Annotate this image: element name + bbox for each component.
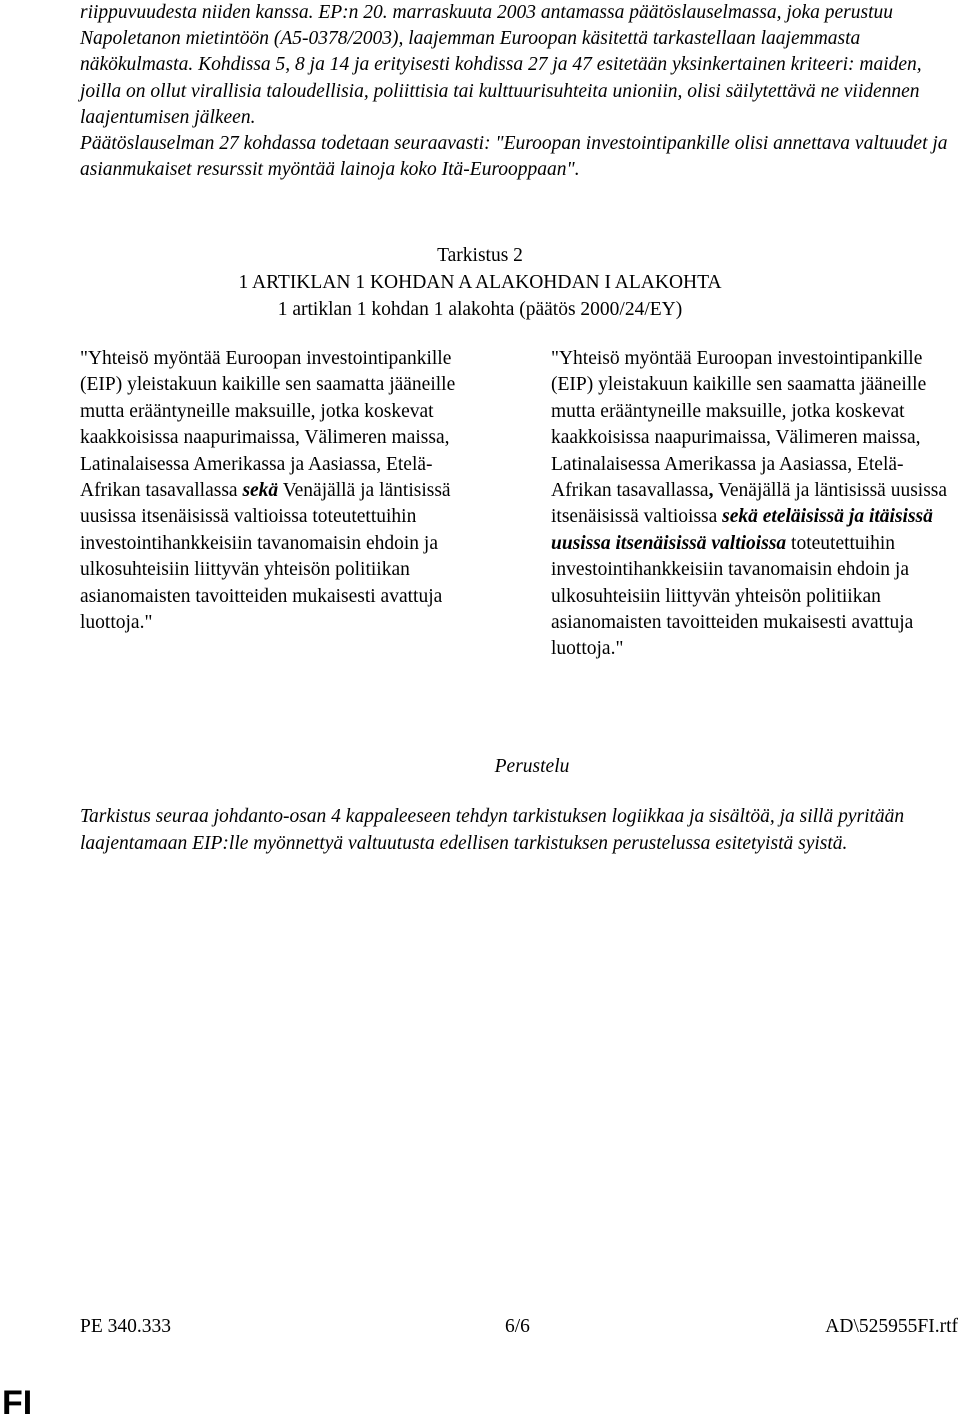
amended-text: "Yhteisö myöntää Euroopan investointipankille (EIP) yleistakuun kaikille sen saamatta jääneille mutta erääntyneille maksuille, jotka koskevat kaakkoisissa naapurimaissa, Välimeren maissa, Latinalaisessa Amerikassa ja Aasiassa, Etelä-Afrikan tasavallassa, Venäjällä ja läntisissä uusissa itsenäisissä valtioissa sekä eteläisissä ja itäisissä uusissa itsenäisissä valtioissa toteutettuihin investointihankkeisiin tavanomaisin ehdoin ja ulkosuhteisiin liittyvän yhteisön politiikan asianomaisten tavoitteiden mukaisesti avattuja luottoja." bbox=[551, 348, 948, 660]
amendment-article-caps: 1 ARTIKLAN 1 KOHDAN A ALAKOHDAN I ALAKOHTA bbox=[238, 272, 722, 293]
original-text-column bbox=[80, 346, 480, 636]
language-code: FI bbox=[2, 1384, 33, 1422]
justification-heading: Perustelu bbox=[494, 756, 570, 777]
footer-reference: PE 340.333 bbox=[80, 1316, 172, 1337]
amendment-number: Tarkistus 2 bbox=[437, 245, 523, 266]
intro-text bbox=[80, 0, 950, 183]
amended-text-emphasis: sekä eteläisissä ja itäisissä uusissa itsenäisissä valtioissa bbox=[551, 506, 933, 554]
footer-file-name: AD\525955FI.rtf bbox=[825, 1316, 958, 1337]
justification-text: Tarkistus seuraa johdanto-osan 4 kappaleeseen tehdyn tarkistuksen logiikkaa ja sisältöä, ja sillä pyritään laajentamaan EIP:lle myönnettyä valtuutusta edellisen tarkistuksen perustelussa esitetyistä syistä. bbox=[80, 806, 905, 854]
original-text-emphasis: sekä bbox=[242, 480, 279, 502]
amended-text-column bbox=[551, 346, 951, 663]
intro-paragraph-1: riippuvuudesta niiden kanssa. EP:n 20. marraskuuta 2003 antamassa päätöslauselmassa, joka perustuu Napoletanon mietintöön (A5-0378/2003), laajemman Euroopan käsitettä tarkastellaan laajemmasta näkökulmasta. Kohdissa 5, 8 ja 14 ja erityisesti kohdissa 27 ja 47 esitetään yksinkertainen kriteeri: maiden, joilla on ollut virallisia taloudellisia, poliittisia tai kulttuurisuhteita unioniin, olisi säilytettävä ne viidennen laajentumisen jälkeen. bbox=[80, 2, 922, 128]
intro-paragraph-2: Päätöslauselman 27 kohdassa todetaan seuraavasti: "Euroopan investointipankille olisi annettava valtuudet ja asianmukaiset resurssit myöntää lainoja koko Itä-Eurooppaan". bbox=[80, 133, 948, 181]
original-text: "Yhteisö myöntää Euroopan investointipankille (EIP) yleistakuun kaikille sen saamatta jääneille mutta erääntyneille maksuille, jotka koskevat kaakkoisissa naapurimaissa, Välimeren maissa, Latinalaisessa Amerikassa ja Aasiassa, Etelä-Afrikan tasavallassa sekä Venäjällä ja läntisissä uusissa itsenäisissä valtioissa toteutettuihin investointihankkeisiin tavanomaisin ehdoin ja ulkosuhteisiin liittyvän yhteisön politiikan asianomaisten tavoitteiden mukaisesti avattuja luottoja." bbox=[80, 348, 456, 634]
amendment-article: 1 artiklan 1 kohdan 1 alakohta (päätös 2000/24/EY) bbox=[277, 299, 683, 320]
footer-page-number: 6/6 bbox=[505, 1316, 530, 1337]
